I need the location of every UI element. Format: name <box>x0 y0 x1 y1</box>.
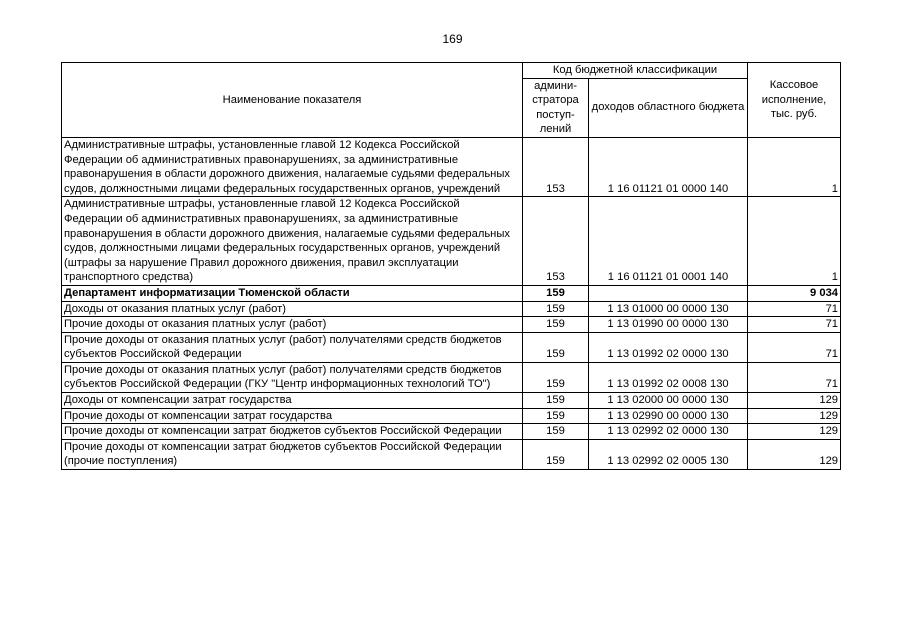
row-income-code: 1 13 02992 02 0005 130 <box>589 439 748 469</box>
row-name: Прочие доходы от оказания платных услуг (работ) получателями средств бюджетов субъектов Российской Федерации (ГКУ "Центр информационных технологий ТО") <box>62 362 523 392</box>
row-admin-code: 159 <box>523 424 589 440</box>
row-income-code: 1 13 01992 02 0000 130 <box>589 332 748 362</box>
row-cash-sum: 1 <box>748 137 841 196</box>
header-admin: админи-стратора поступ-лений <box>523 78 589 137</box>
row-name: Доходы от компенсации затрат государства <box>62 393 523 409</box>
header-name: Наименование показателя <box>62 63 523 138</box>
table-body <box>62 137 841 469</box>
table-row <box>62 317 841 333</box>
row-cash-sum: 9 034 <box>748 285 841 301</box>
row-cash-sum: 71 <box>748 317 841 333</box>
table-row <box>62 197 841 286</box>
row-cash-sum: 129 <box>748 408 841 424</box>
row-cash-sum: 129 <box>748 439 841 469</box>
row-name: Административные штрафы, установленные главой 12 Кодекса Российской Федерации об административных правонарушениях, за административные правонарушения в области дорожного движения, налагаемые судьями федеральных судов, должностными лицами федеральных государственных органов, учреждений (штрафы за нарушение Правил дорожного движения, правил эксплуатации транспортного средства) <box>62 197 523 286</box>
table-row <box>62 332 841 362</box>
budget-table <box>61 62 841 470</box>
row-income-code: 1 13 01000 00 0000 130 <box>589 301 748 317</box>
row-admin-code: 159 <box>523 301 589 317</box>
table-row <box>62 424 841 440</box>
row-name: Доходы от оказания платных услуг (работ) <box>62 301 523 317</box>
row-name: Прочие доходы от оказания платных услуг (работ) <box>62 317 523 333</box>
header-code-group: Код бюджетной классификации <box>523 63 748 79</box>
table-row <box>62 301 841 317</box>
row-name: Прочие доходы от оказания платных услуг (работ) получателями средств бюджетов субъектов Российской Федерации <box>62 332 523 362</box>
row-income-code: 1 13 02000 00 0000 130 <box>589 393 748 409</box>
row-income-code: 1 13 01990 00 0000 130 <box>589 317 748 333</box>
header-cash: Кассовое исполнение, тыс. руб. <box>748 63 841 138</box>
row-admin-code: 159 <box>523 408 589 424</box>
table-row <box>62 439 841 469</box>
table-row <box>62 408 841 424</box>
row-cash-sum: 71 <box>748 332 841 362</box>
row-admin-code: 159 <box>523 285 589 301</box>
table-row <box>62 393 841 409</box>
row-income-code: 1 13 01992 02 0008 130 <box>589 362 748 392</box>
row-admin-code: 159 <box>523 393 589 409</box>
row-cash-sum: 129 <box>748 424 841 440</box>
row-cash-sum: 129 <box>748 393 841 409</box>
table-row <box>62 137 841 196</box>
row-admin-code: 153 <box>523 137 589 196</box>
row-name: Департамент информатизации Тюменской области <box>62 285 523 301</box>
table-row <box>62 285 841 301</box>
table-row <box>62 362 841 392</box>
page-number: 169 <box>442 32 463 46</box>
row-income-code <box>589 285 748 301</box>
row-income-code: 1 13 02990 00 0000 130 <box>589 408 748 424</box>
row-name: Административные штрафы, установленные главой 12 Кодекса Российской Федерации об административных правонарушениях, за административные правонарушения в области дорожного движения, налагаемые судьями федеральных судов, должностными лицами федеральных государственных органов, учреждений <box>62 137 523 196</box>
row-name: Прочие доходы от компенсации затрат бюджетов субъектов Российской Федерации (прочие поступления) <box>62 439 523 469</box>
row-name: Прочие доходы от компенсации затрат бюджетов субъектов Российской Федерации <box>62 424 523 440</box>
row-income-code: 1 13 02992 02 0000 130 <box>589 424 748 440</box>
header-income: доходов областного бюджета <box>589 78 748 137</box>
row-cash-sum: 71 <box>748 301 841 317</box>
row-name: Прочие доходы от компенсации затрат государства <box>62 408 523 424</box>
row-admin-code: 153 <box>523 197 589 286</box>
row-admin-code: 159 <box>523 332 589 362</box>
row-admin-code: 159 <box>523 362 589 392</box>
row-cash-sum: 71 <box>748 362 841 392</box>
row-admin-code: 159 <box>523 439 589 469</box>
row-admin-code: 159 <box>523 317 589 333</box>
row-income-code: 1 16 01121 01 0001 140 <box>589 197 748 286</box>
row-cash-sum: 1 <box>748 197 841 286</box>
row-income-code: 1 16 01121 01 0000 140 <box>589 137 748 196</box>
